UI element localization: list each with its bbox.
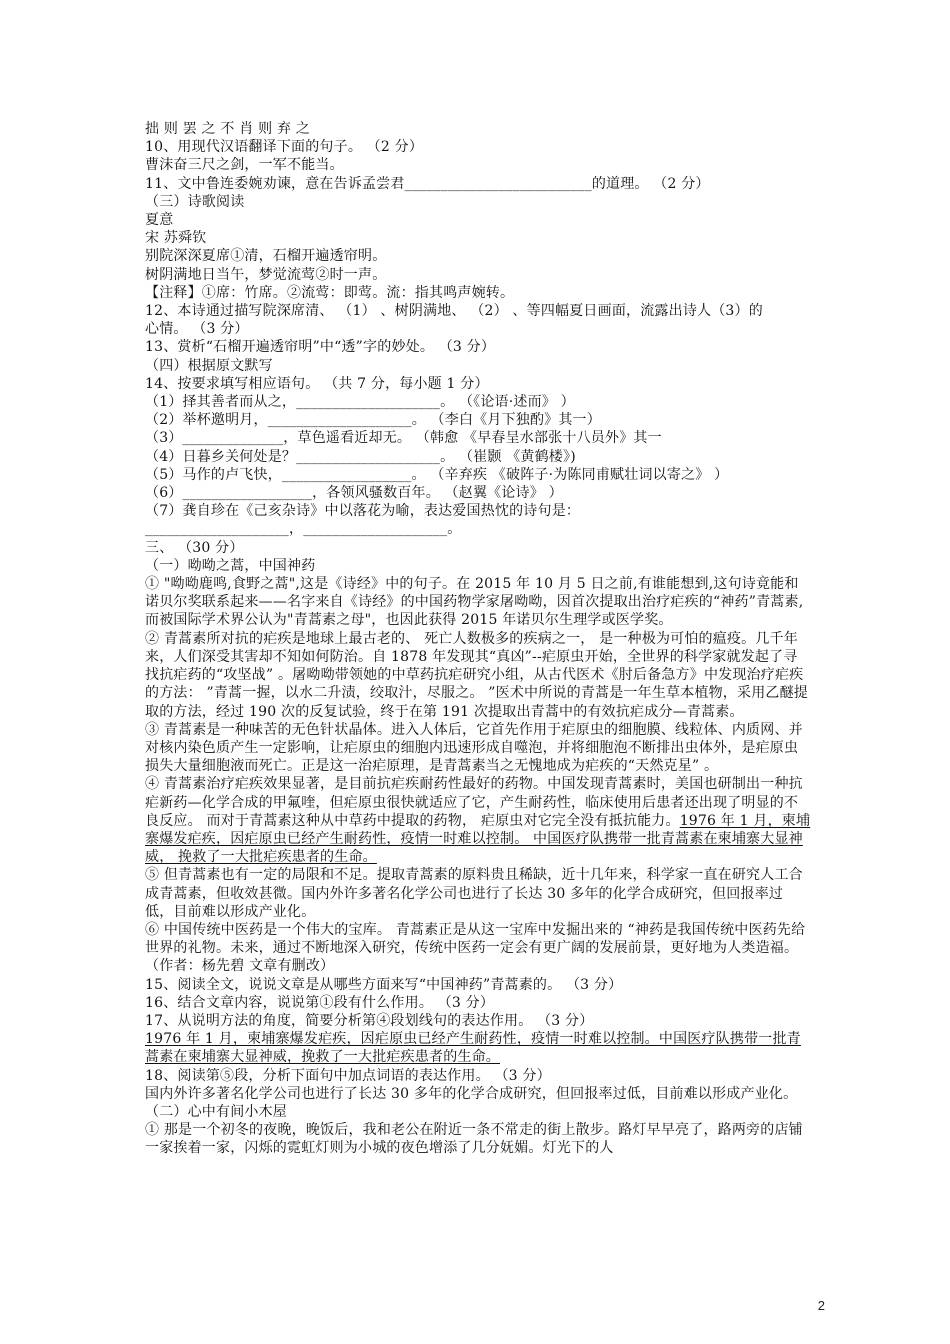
poem-line: 别院深深夏席①清，石榴开遍透帘明。 [145, 248, 387, 265]
text-line: 心情。 （3 分） [145, 321, 249, 338]
question-18: 18、阅读第⑤段，分析下面句中加点词语的表达作用。 （3 分） [145, 1067, 551, 1084]
question-17: 17、从说明方法的角度，简要分析第④段划线句的表达作用。 （3 分） [145, 1012, 594, 1029]
fill-item: （4）日暮乡关何处是？____________________。 （崔颢 《黄鹤楼》) [145, 448, 576, 465]
question-12: 12、本诗通过描写院深席清、 （1） 、树阴满地、 （2） 、等四幅夏日画面，流露出诗人（3）的 [145, 303, 763, 320]
quoted-sentence: 国内外许多著名化学公司也进行了长达 30 多年的化学合成研究，但回报率过低，目前难以形成产业化。 [145, 1085, 798, 1102]
fill-item: （6）__________________，各领风骚数百年。 （赵翼《论诗》 ） [145, 485, 563, 502]
poem-notes: 【注释】①席：竹席。②流莺：即莺。流：指其鸣声婉转。 [145, 284, 515, 301]
fill-item: ____________________，____________________。 [145, 521, 462, 538]
question-16: 16、结合文章内容，说说第①段有什么作用。 （3 分） [145, 994, 495, 1011]
paragraph-3: ③ 青蒿素是一种味苦的无色针状晶体。进入人体后，它首先作用于疟原虫的细胞膜、线粒体、内质网、并对核内染色质产生一定影响，让疟原虫的细胞内迅速形成自噬泡，并将细胞泡不断排出虫体外，是疟原虫损失大量细胞液而死亡。正是这一治疟原理，是青蒿素当之无愧地成为疟疾的“天然克星” 。 [145, 721, 803, 775]
text-line: 曹沫奋三尺之剑，一军不能当。 [145, 157, 344, 174]
fill-item: （5）马作的卢飞快，__________________。 （辛弃疾 《破阵子·为陈同甫赋壮词以寄之》 ） [145, 466, 729, 483]
paragraph-5: ⑤ 但青蒿素也有一定的局限和不足。提取青蒿素的原料贵且稀缺，近十几年来，科学家一直在研究人工合成青蒿素，但收效甚微。国内外许多著名化学公司也进行了长达 30 多年的化学合成研究，但回报率过低，目前难以形成产业化。 [145, 867, 803, 920]
section-heading: （二）心中有间小木屋 [145, 1103, 287, 1120]
underlined-sentence: 1976 年 1 月，柬埔寨爆发疟疾，因疟原虫已经产生耐药性，疫情一时难以控制。 中国医疗队携带一批青蒿素在柬埔寨大显神威， 挽救了一大批疟疾患者的生命。 [145, 812, 811, 866]
question-11: 11、文中鲁连委婉劝谏，意在告诉孟尝君__________________________的道理。 （2 分） [145, 175, 710, 192]
paragraph-1: ① "呦呦鹿鸣,食野之蒿",这是《诗经》中的句子。在 2015 年 10 月 5 日之前,有谁能想到,这句诗竟能和诺贝尔奖联系起来——名字来自《诗经》的中国药物学家屠呦呦，因首次提取出治疗疟疾的“神药”青蒿素,而被国际学术界公认为"青蒿素之母"，也因此获得 2015 年诺贝尔生理学或医学奖。 [145, 576, 804, 629]
author-note: （作者：杨先碧 文章有删改） [145, 958, 335, 975]
fill-item: （7）龚自珍在《己亥杂诗》中以落花为喻，表达爱国热忱的诗句是： [145, 503, 581, 520]
fill-item: （1）择其善者而从之，____________________。 （《论语·述而》 ） [145, 394, 575, 411]
question-15: 15、阅读全文，说说文章是从哪些方面来写“中国神药”青蒿素的。 （3 分） [145, 976, 623, 993]
text-line: 拙 则 罢 之 不 肖 则 弃 之 [145, 121, 311, 137]
fill-item: （2）举杯邀明月，____________________。 （李白《月下独酌》其一） [145, 412, 601, 429]
question-13: 13、赏析“石榴开遍透帘明”中“透”字的妙处。 （3 分） [145, 339, 496, 356]
page-number: 2 [817, 1298, 825, 1313]
paragraph-4-text: ④ 青蒿素治疗疟疾效果显著，是目前抗疟疾耐药性最好的药物。中国发现青蒿素时，美国也研制出一种抗疟新药—化学合成的甲氟喹，但疟原虫很快就适应了它，产生耐药性，临床使用后患者还出现了明显的不良反应。 而对于青蒿素这种从中草药中提取的药物， 疟原虫对它完全没有抵抗能力。 [145, 776, 803, 829]
paragraph-2: ② 青蒿素所对抗的疟疾是地球上最古老的、 死亡人数极多的疾病之一， 是一种极为可怕的瘟疫。几千年来，人们深受其害却不知如何防治。自 1878 年发现其“真凶”--疟原虫开始，全世界的科学家就发起了寻找抗疟药的“攻坚战” 。屠呦呦带领她的中草药抗疟研究小组，从古代医术《肘后备急方》中发现治疗疟疾的方法： ”青蒿一握，以水二升渍，绞取汁，尽服之。 ”医术中所说的青蒿是一年生草本植物，采用乙醚提取的方法，经过 190 次的反复试验，终于在第 191 次提取出青蒿中的有效抗疟成分—青蒿素。 [145, 630, 809, 720]
fill-item: （3）______________，草色遥看近却无。 （韩愈 《早春呈水部张十八员外》其一 [145, 430, 662, 447]
section-heading: （三）诗歌阅读 [145, 193, 245, 210]
document-body [145, 120, 811, 1158]
paragraph-4 [145, 775, 811, 866]
poem-title: 夏意 [145, 212, 174, 229]
paragraph-story-1: ① 那是一个初冬的夜晚，晚饭后，我和老公在附近一条不常走的街上散步。路灯早早亮了，路两旁的店铺一家挨着一家，闪烁的霓虹灯则为小城的夜色增添了几分妩媚。灯光下的人 [145, 1122, 803, 1157]
underlined-quote: 1976 年 1 月，柬埔寨爆发疟疾，因疟原虫已经产生耐药性，疫情一时难以控制。中国医疗队携带一批青蒿素在柬埔寨大显神威，挽救了一大批疟疾患者的生命。 [145, 1031, 801, 1066]
question-14: 14、按要求填写相应语句。 （共 7 分，每小题 1 分） [145, 375, 489, 392]
section-heading: （一）呦呦之蒿，中国神药 [145, 557, 316, 574]
question-10: 10、用现代汉语翻译下面的句子。 （2 分） [145, 139, 424, 156]
part-heading: 三、 （30 分） [145, 539, 244, 556]
poem-line: 树阴满地日当午，梦觉流莺②时一声。 [145, 266, 387, 283]
paragraph-6: ⑥ 中国传统中医药是一个伟大的宝库。 青蒿素正是从这一宝库中发掘出来的 “神药是我国传统中医药先给世界的礼物。未来，通过不断地深入研究，传统中医药一定会有更广阔的发展前景，更好地为人类造福。 [145, 921, 806, 957]
section-heading: （四）根据原文默写 [145, 357, 273, 374]
poem-author: 宋 苏舜钦 [145, 230, 207, 247]
